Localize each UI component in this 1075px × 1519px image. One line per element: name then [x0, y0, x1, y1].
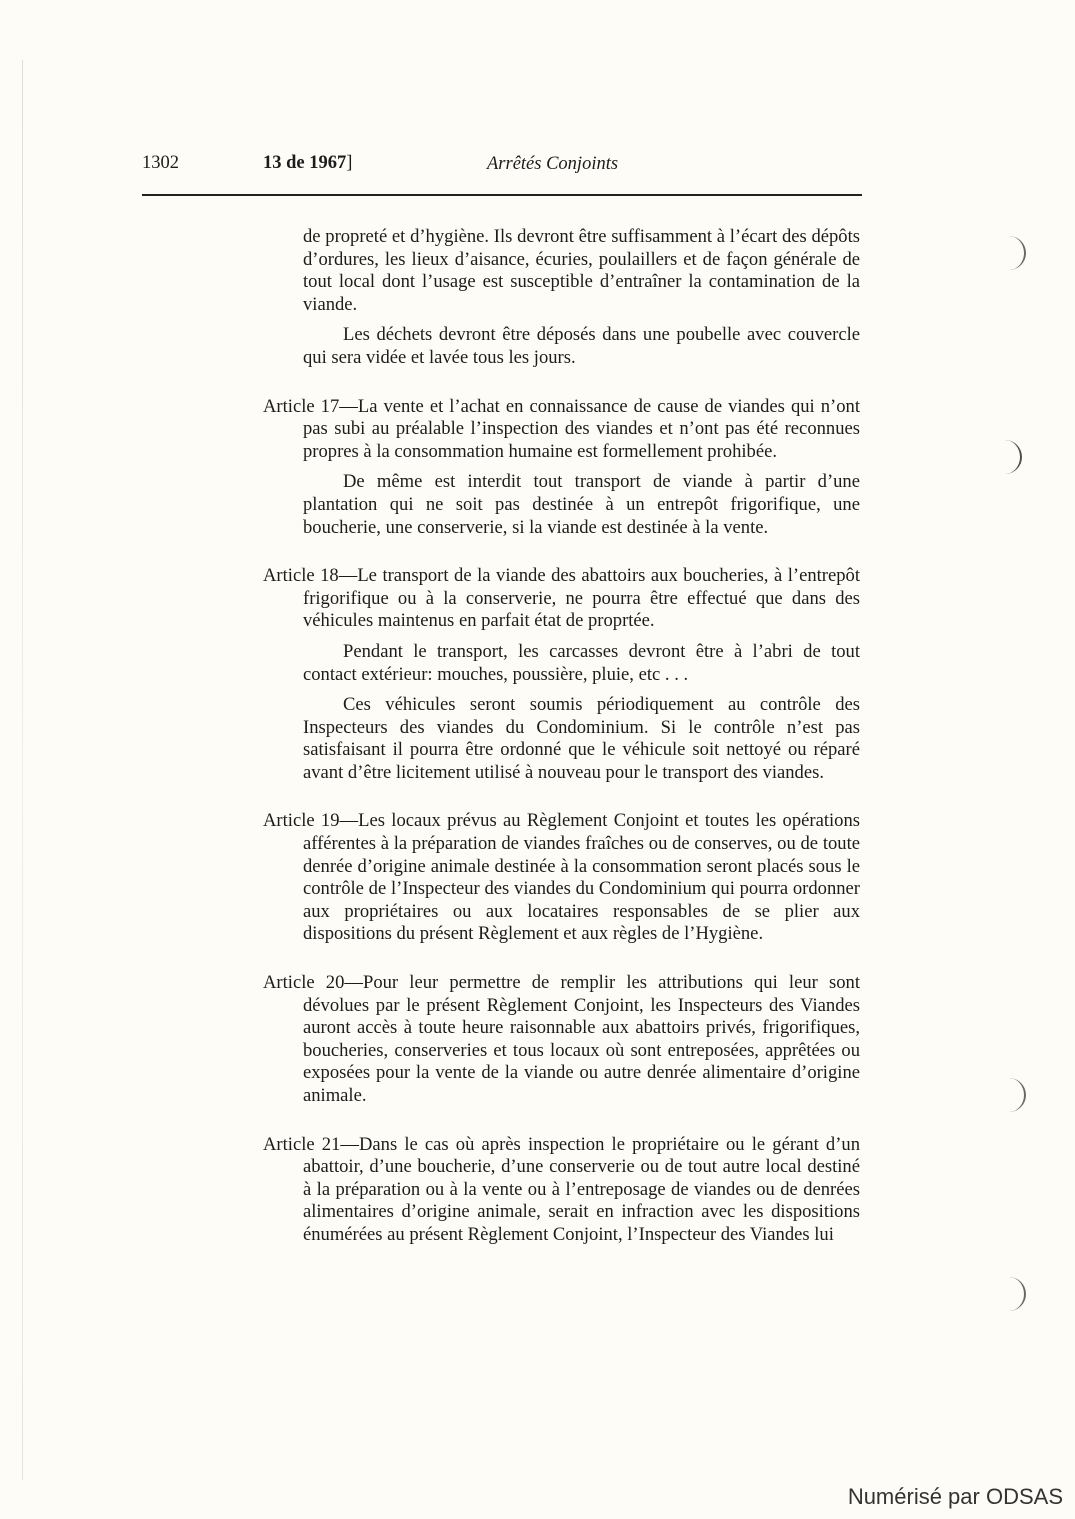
page-number: 1302 [142, 153, 179, 173]
intro-paragraph-2: Les déchets devront être déposés dans une poubelle avec couvercle qui sera vidée et lavée tous les jours. [303, 324, 860, 368]
article-21 [263, 1133, 860, 1247]
article-20 [263, 972, 860, 1108]
page-header [142, 153, 862, 183]
article-18-paragraph-2: Pendant le transport, les carcasses devront être à l’abri de tout contact extérieur: mouches, poussière, pluie, etc . . . [303, 640, 860, 685]
intro-block [303, 226, 860, 370]
intro-paragraph-1: de propreté et d’hygiène. Ils devront être suffisamment à l’écart des dépôts d’ordures, les lieux d’aisance, écuries, poulaillers et de façon générale de tout local dont l’usage est susceptible d’entraîner la contamination de la viande. [303, 226, 860, 315]
article-21-label: Article 21— [263, 1133, 359, 1155]
article-21-paragraph-1 [263, 1133, 860, 1247]
article-17-paragraph-1 [263, 395, 860, 464]
article-20-text-1: Pour leur permettre de remplir les attributions qui leur sont dévolues par le présent Règlement Conjoint, les Inspecteurs des Viandes auront accès à toute heure raisonnable aux abattoirs privés, frigorifiques, boucheries, conserveries et tous locaux où sont entreposées, apprêtées ou exposées pour la vente de la viande ou autre denrée alimentaire d’origine animale. [303, 972, 860, 1106]
scan-watermark: Numérisé par ODSAS [847, 1484, 1063, 1509]
article-17-label: Article 17— [263, 395, 358, 417]
header-reference [263, 153, 352, 174]
article-19-text-1: Les locaux prévus au Règlement Conjoint et toutes les opérations afférentes à la préparation de viandes fraîches ou de conserves, ou de toute denrée d’origine animale destinée à la consommation seront placés sous le contrôle de l’Inspecteur des viandes du Condominium qui pourra ordonner aux propriétaires ou aux locataires responsables de se plier aux dispositions du présent Règlement et aux règles de l’Hygiène. [303, 810, 860, 945]
article-17-paragraph-2: De même est interdit tout transport de viande à partir d’une plantation qui ne soit pas destinée à un entrepôt frigorifique, une boucherie, une conserverie, si la viande est destinée à la vente. [303, 471, 860, 538]
article-18 [263, 565, 860, 784]
article-18-label: Article 18— [263, 565, 358, 587]
article-18-text-1: Le transport de la viande des abattoirs aux boucheries, à l’entrepôt frigorifique ou à la conserverie, ne pourra être effectué que dans des véhicules maintenus en parfait état de proprtée. [303, 565, 860, 632]
reference-bracket: ] [346, 153, 353, 173]
document-body [0, 226, 1075, 1247]
article-19 [263, 810, 860, 946]
article-17 [263, 395, 860, 540]
article-17-text-1: La vente et l’achat en connaissance de cause de viandes qui n’ont pas subi au préalable l’inspection des viandes et n’ont pas été reconnues propres à la consommation humaine est formellement prohibée. [303, 395, 860, 462]
header-rule [142, 194, 862, 196]
header-title: Arrêtés Conjoints [487, 154, 619, 174]
article-19-label: Article 19— [263, 810, 359, 832]
article-21-text-1: Dans le cas où après inspection le propriétaire ou le gérant d’un abattoir, d’une boucherie, d’une conserverie ou de tout autre local destiné à la préparation ou à la vente ou à l’entreposage de viandes ou de denrées alimentaires d’origine animale, serait en infraction avec les dispositions énumérées au présent Règlement Conjoint, l’Inspecteur des Viandes lui [303, 1133, 860, 1245]
article-18-paragraph-3: Ces véhicules seront soumis périodiquement au contrôle des Inspecteurs des viandes du Condominium. Si le contrôle n’est pas satisfaisant il pourra être ordonné que le véhicule soit nettoyé ou réparé avant d’être licitement utilisé à nouveau pour le transport des viandes. [303, 694, 860, 783]
article-20-label: Article 20— [263, 972, 363, 994]
article-19-paragraph-1 [263, 810, 860, 946]
article-18-paragraph-1 [263, 565, 860, 633]
article-20-paragraph-1 [263, 972, 860, 1108]
reference-text: 13 de 1967 [263, 153, 347, 173]
binder-hole-icon [996, 1277, 1026, 1311]
